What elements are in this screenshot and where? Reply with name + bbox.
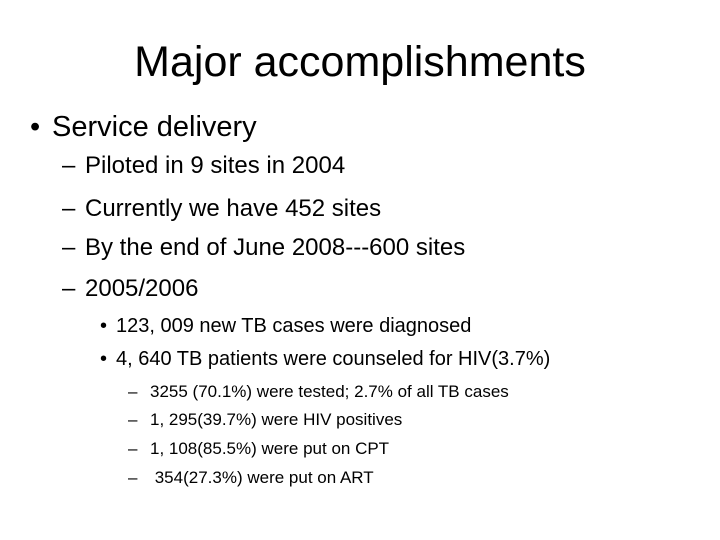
dash-marker: –: [128, 439, 138, 458]
sub-item-text: By the end of June 2008---600 sites: [85, 234, 466, 261]
dash-marker: –: [62, 195, 76, 222]
stat-text: 354(27.3%) were put on ART: [150, 468, 374, 487]
sub-item-text: Currently we have 452 sites: [85, 195, 382, 222]
detail-text: 4, 640 TB patients were counseled for HIV(3.7%): [116, 348, 551, 370]
bullet-marker: •: [100, 348, 108, 370]
stat-text: 1, 295(39.7%) were HIV positives: [150, 410, 403, 429]
dash-marker: –: [62, 152, 76, 179]
detail-text: 123, 009 new TB cases were diagnosed: [116, 315, 472, 337]
bullet-marker: •: [30, 111, 41, 143]
dash-marker: –: [62, 275, 76, 302]
dash-marker: –: [128, 468, 138, 487]
bullet-marker: •: [100, 315, 108, 337]
stat-text: 3255 (70.1%) were tested; 2.7% of all TB cases: [150, 382, 509, 401]
stat-text: 1, 108(85.5%) were put on CPT: [150, 439, 390, 458]
sub-item-text: Piloted in 9 sites in 2004: [85, 152, 346, 179]
dash-marker: –: [128, 410, 138, 429]
dash-marker: –: [128, 382, 138, 401]
dash-marker: –: [62, 234, 76, 261]
bullet-text: Service delivery: [52, 111, 257, 143]
slide-title: Major accomplishments: [134, 38, 586, 86]
sub-item-text: 2005/2006: [85, 275, 199, 302]
